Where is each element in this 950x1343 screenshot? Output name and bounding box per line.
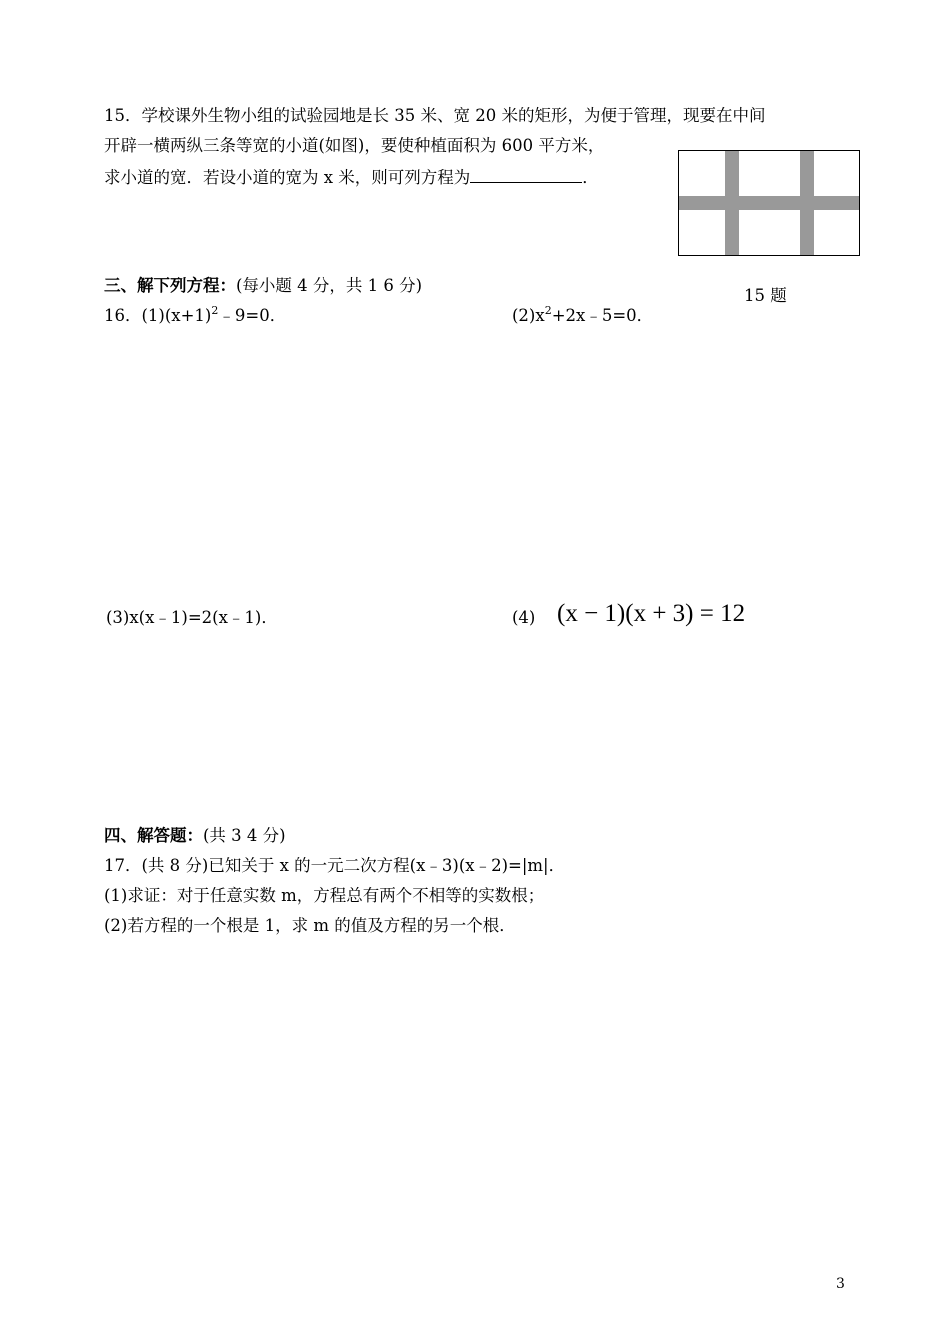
q16-p2-exponent: 2 xyxy=(544,304,552,317)
q15-line-1: 15．学校课外生物小组的试验园地是长 35 米、宽 20 米的矩形，为便于管理，现要在中间 xyxy=(104,106,766,125)
section-4-note: (共 3 4 分) xyxy=(203,826,286,845)
q16-p1-exponent: 2 xyxy=(211,304,219,317)
vertical-path-right xyxy=(800,151,814,255)
section-4-header xyxy=(104,826,286,846)
q16-p2-base: (2)x xyxy=(512,306,545,325)
q16-p1-rest: ﹣9=0． xyxy=(218,306,287,325)
figure-caption: 15 题 xyxy=(744,286,787,305)
section-3-note: (每小题 4 分，共 1 6 分) xyxy=(236,276,423,295)
section-4-heading: 四、解答题： xyxy=(104,826,203,845)
horizontal-path xyxy=(679,196,859,210)
garden-figure xyxy=(678,150,860,256)
q15-line-2: 开辟一横两纵三条等宽的小道(如图)，要使种植面积为 600 平方米， xyxy=(104,136,605,155)
q16-part-4-label: (4) xyxy=(512,608,536,627)
q16-part-3: (3)x(x﹣1)=2(x﹣1)． xyxy=(106,608,278,627)
vertical-path-left xyxy=(725,151,739,255)
q17-part-2: (2)若方程的一个根是 1，求 m 的值及方程的另一个根． xyxy=(104,916,516,935)
q17-part-1: (1)求证：对于任意实数 m，方程总有两个不相等的实数根； xyxy=(104,886,545,905)
q15-period: ． xyxy=(582,168,599,187)
q16-p2-rest: +2x﹣5=0． xyxy=(551,306,654,325)
q15-question-text: 求小道的宽．若设小道的宽为 x 米，则可列方程为 xyxy=(104,168,471,187)
q16-p1-base: 16．(1)(x+1) xyxy=(104,306,212,325)
page-number: 3 xyxy=(836,1276,845,1292)
q17-intro: 17．(共 8 分)已知关于 x 的一元二次方程(x﹣3)(x﹣2)=|m|． xyxy=(104,856,566,875)
section-3-header xyxy=(104,276,422,296)
q15-answer-blank xyxy=(470,166,582,183)
q16-part-1 xyxy=(104,306,286,326)
section-3-heading: 三、解下列方程： xyxy=(104,276,236,295)
q16-part-4-equation: (x − 1)(x + 3) = 12 xyxy=(557,600,746,627)
q16-part-2 xyxy=(512,306,653,326)
q15-line-3 xyxy=(104,166,599,188)
